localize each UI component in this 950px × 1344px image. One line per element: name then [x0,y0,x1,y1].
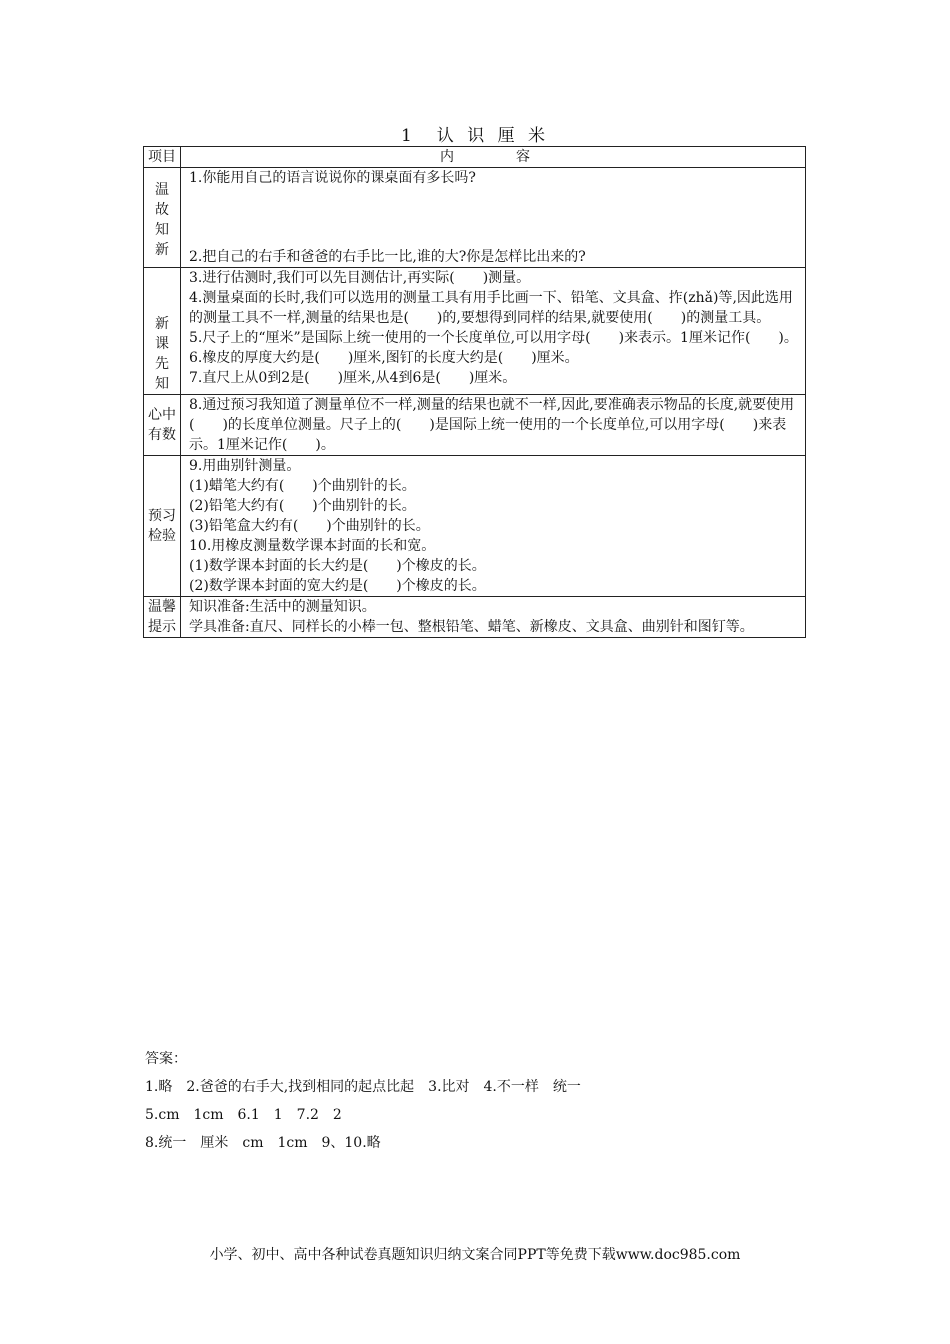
question-1: 1.你能用自己的语言说说你的课桌面有多长吗? [189,170,476,186]
tip-knowledge: 知识准备:生活中的测量知识。 [189,599,376,615]
question-4: 4.测量桌面的长时,我们可以选用的测量工具有用手比画一下、铅笔、文具盒、拃(zhǎ)等,因此选用的测量工具不一样,测量的结果也是( )的,要想得到同样的结果,就要使用( )的测量工具。 [189,290,793,326]
row-label: 预习 检验 [144,456,181,597]
row-content [181,168,806,268]
row-review [144,168,806,268]
row-check [144,456,806,597]
document-title: 1 认 识 厘 米 [400,126,550,146]
answer-line: 1.略 2.爸爸的右手大,找到相同的起点比起 3.比对 4.不一样 统一 [145,1079,581,1095]
row-tips [144,597,806,638]
question-5: 5.尺子上的“厘米”是国际上统一使用的一个长度单位,可以用字母( )来表示。1厘米记作( )。 [189,330,798,346]
answer-line: 5.cm 1cm 6.1 1 7.2 2 [145,1107,342,1123]
question-9-2: (2)铅笔大约有( )个曲别针的长。 [189,498,416,514]
row-label: 新 课 先 知 [144,268,181,395]
row-content [181,597,806,638]
row-content [181,268,806,395]
table-header-row [144,147,806,168]
row-label: 温馨 提示 [144,597,181,638]
question-6: 6.橡皮的厚度大约是( )厘米,图钉的长度大约是( )厘米。 [189,350,579,366]
study-table [143,146,806,638]
answers-heading: 答案： [145,1051,187,1067]
row-label: 温 故 知 新 [144,168,181,268]
question-10-2: (2)数学课本封面的宽大约是( )个橡皮的长。 [189,578,486,594]
row-mindful [144,395,806,456]
row-content [181,456,806,597]
question-7: 7.直尺上从0到2是( )厘米,从4到6是( )厘米。 [189,370,517,386]
question-9-1: (1)蜡笔大约有( )个曲别针的长。 [189,478,416,494]
tip-tools: 学具准备:直尺、同样长的小棒一包、整根铅笔、蜡笔、新橡皮、文具盒、曲别针和图钉等。 [189,619,754,635]
question-3: 3.进行估测时,我们可以先目测估计,再实际( )测量。 [189,270,531,286]
question-10-1: (1)数学课本封面的长大约是( )个橡皮的长。 [189,558,486,574]
header-content: 内 容 [181,147,806,168]
footer-text: 小学、初中、高中各种试卷真题知识归纳文案合同PPT等免费下载www.doc985.com [209,1247,741,1263]
question-9-3: (3)铅笔盒大约有( )个曲别针的长。 [189,518,430,534]
row-content [181,395,806,456]
header-item: 项目 [144,147,181,168]
question-2: 2.把自己的右手和爸爸的右手比一比,谁的大?你是怎样比出来的? [189,249,586,265]
question-10: 10.用橡皮测量数学课本封面的长和宽。 [189,538,436,554]
answers-section [145,1048,581,1160]
question-8: 8.通过预习我知道了测量单位不一样,测量的结果也就不一样,因此,要准确表示物品的长度,就要使用( )的长度单位测量。尺子上的( )是国际上统一使用的一个长度单位,可以用字母( )来表示。1厘米记作( )。 [189,397,795,453]
question-9: 9.用曲别针测量。 [189,458,301,474]
row-label: 心中 有数 [144,395,181,456]
answer-line: 8.统一 厘米 cm 1cm 9、10.略 [145,1135,381,1151]
row-preview [144,268,806,395]
